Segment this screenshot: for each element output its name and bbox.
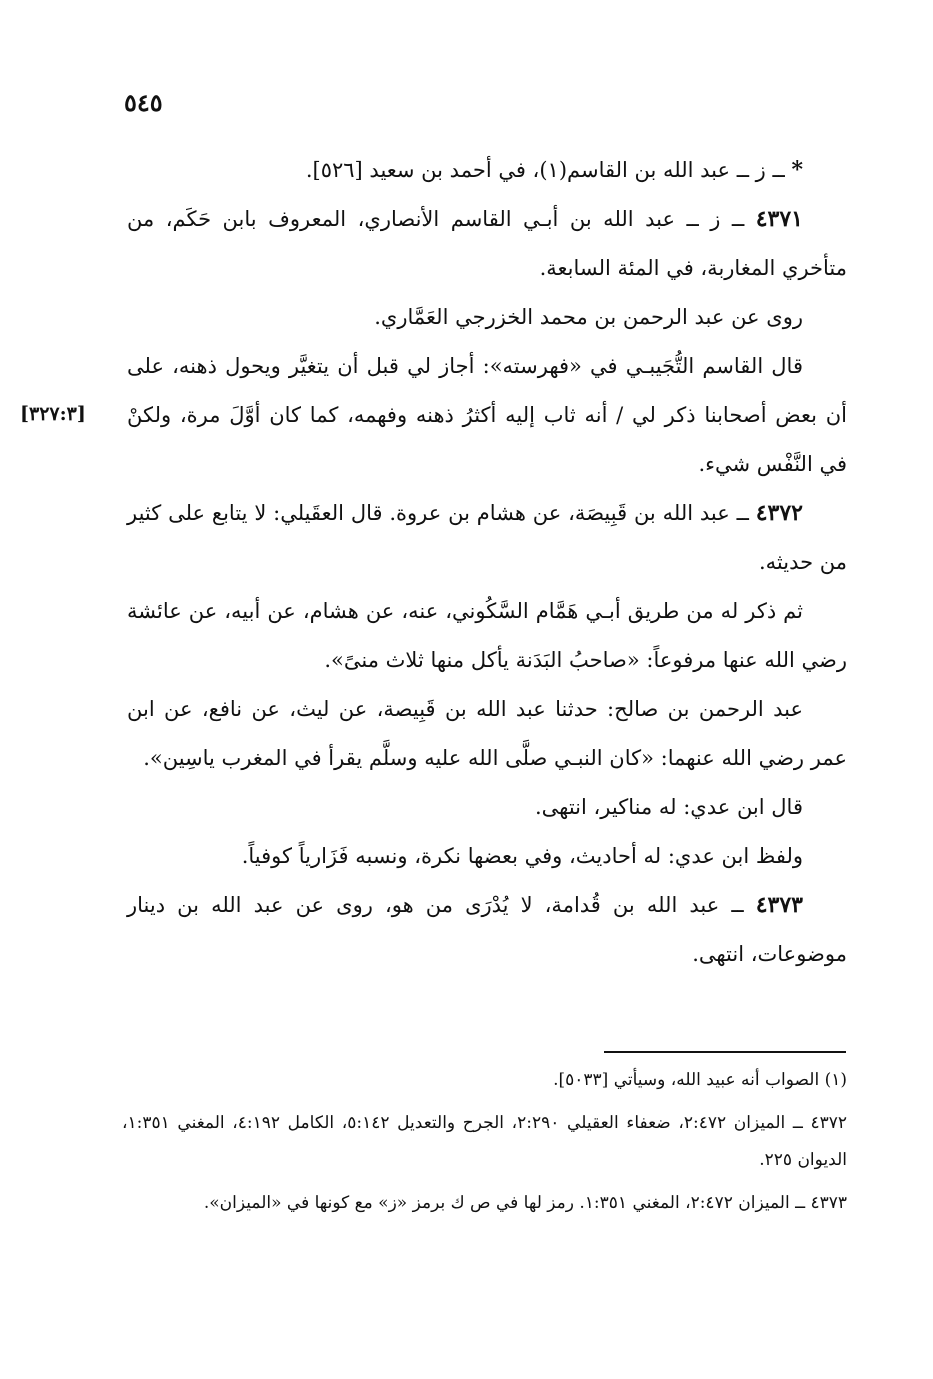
footnote-text: ــ الميزان ٢:٤٧٢، ضعفاء العقيلي ٢:٢٩٠، الجرح والتعديل ٥:١٤٢، الكامل ٤:١٩٢، المغني ١:٣٥١، الديوان ٢٢٥. [122,1113,847,1170]
paragraph-text: ثم ذكر له من طريق أبـي هَمَّام السَّكُوني، عنه، عن هشام، عن أبيه، عن عائشة رضي الله عنها مرفوعاً: «صاحبُ البَدَنة يأكل منها ثلاث منىً». [127,599,847,672]
paragraph-text: قال ابن عدي: له مناكير، انتهى. [534,795,803,819]
paragraph-text: ــ ز ــ عبد الله بن القاسم(١)، في أحمد بن سعيد [٥٢٦]. [305,158,792,182]
footnote-separator [604,1051,846,1053]
paragraph [127,342,847,489]
marginal-page-reference: [٣٢٧:٣] [20,403,86,425]
footnote-number: ٤٣٧٣ [810,1193,847,1213]
footnote-number: (١) [824,1070,847,1090]
entry-number: ٤٣٧١ [755,206,803,232]
paragraph-text: ــ عبد الله بن قَبِيصَة، عن هشام بن عروة. قال العقَيلي: لا يتابع على كثير من حديثه. [127,501,847,574]
paragraph [127,293,847,342]
paragraph-text: قال القاسم التُّجَيبـي في «فهرسته»: أجاز لي قبل أن يتغيَّر ويحول ذهنه، على أن بعض أصحابنا ذكر لي / أنه ثاب إليه أكثرُ ذهنه وفهمه، كما كان أوَّلَ مرة، ولكنْ في النَّفْس شيء. [127,354,847,476]
footnote-text: الصواب أنه عبيد الله، وسيأتي [٥٠٣٣]. [553,1070,825,1090]
entry-marker: * [791,157,803,183]
footnote [122,1185,847,1222]
entry-number: ٤٣٧٣ [755,892,803,918]
paragraph [127,783,847,832]
paragraph-text: ولفظ ابن عدي: له أحاديث، وفي بعضها نكرة، ونسبه فَزَارياً كوفياً. [241,844,803,868]
entry-paragraph [127,489,847,587]
entry-paragraph [127,881,847,979]
main-text [127,146,847,979]
footnotes [122,1062,847,1228]
footnote [122,1062,847,1099]
paragraph-text: ــ عبد الله بن قُدامة، لا يُدْرَى من هو، روى عن عبد الله بن دينار موضوعات، انتهى. [127,893,847,966]
paragraph-text: روى عن عبد الرحمن بن محمد الخزرجي العَمَّاري. [374,305,803,329]
footnote-text: ــ الميزان ٢:٤٧٢، المغني ١:٣٥١. رمز لها في ص ك برمز «ز» مع كونها في «الميزان». [203,1193,811,1213]
footnote [122,1105,847,1179]
paragraph-text: ــ ز ــ عبد الله بن أبـي القاسم الأنصاري، المعروف بابن حَكَم، من متأخري المغاربة، في المئة السابعة. [127,207,847,280]
paragraph [127,832,847,881]
entry-paragraph [127,146,847,195]
paragraph [127,685,847,783]
entry-number: ٤٣٧٢ [755,500,803,526]
entry-paragraph [127,195,847,293]
page-number: ٥٤٥ [124,88,163,117]
footnote-number: ٤٣٧٢ [810,1113,848,1133]
paragraph [127,587,847,685]
paragraph-text: عبد الرحمن بن صالح: حدثنا عبد الله بن قَبِيصة، عن ليث، عن نافع، عن ابن عمر رضي الله عنهما: «كان النبـي صلَّى الله عليه وسلَّم يقرأ في المغرب ياسِين». [127,697,847,770]
